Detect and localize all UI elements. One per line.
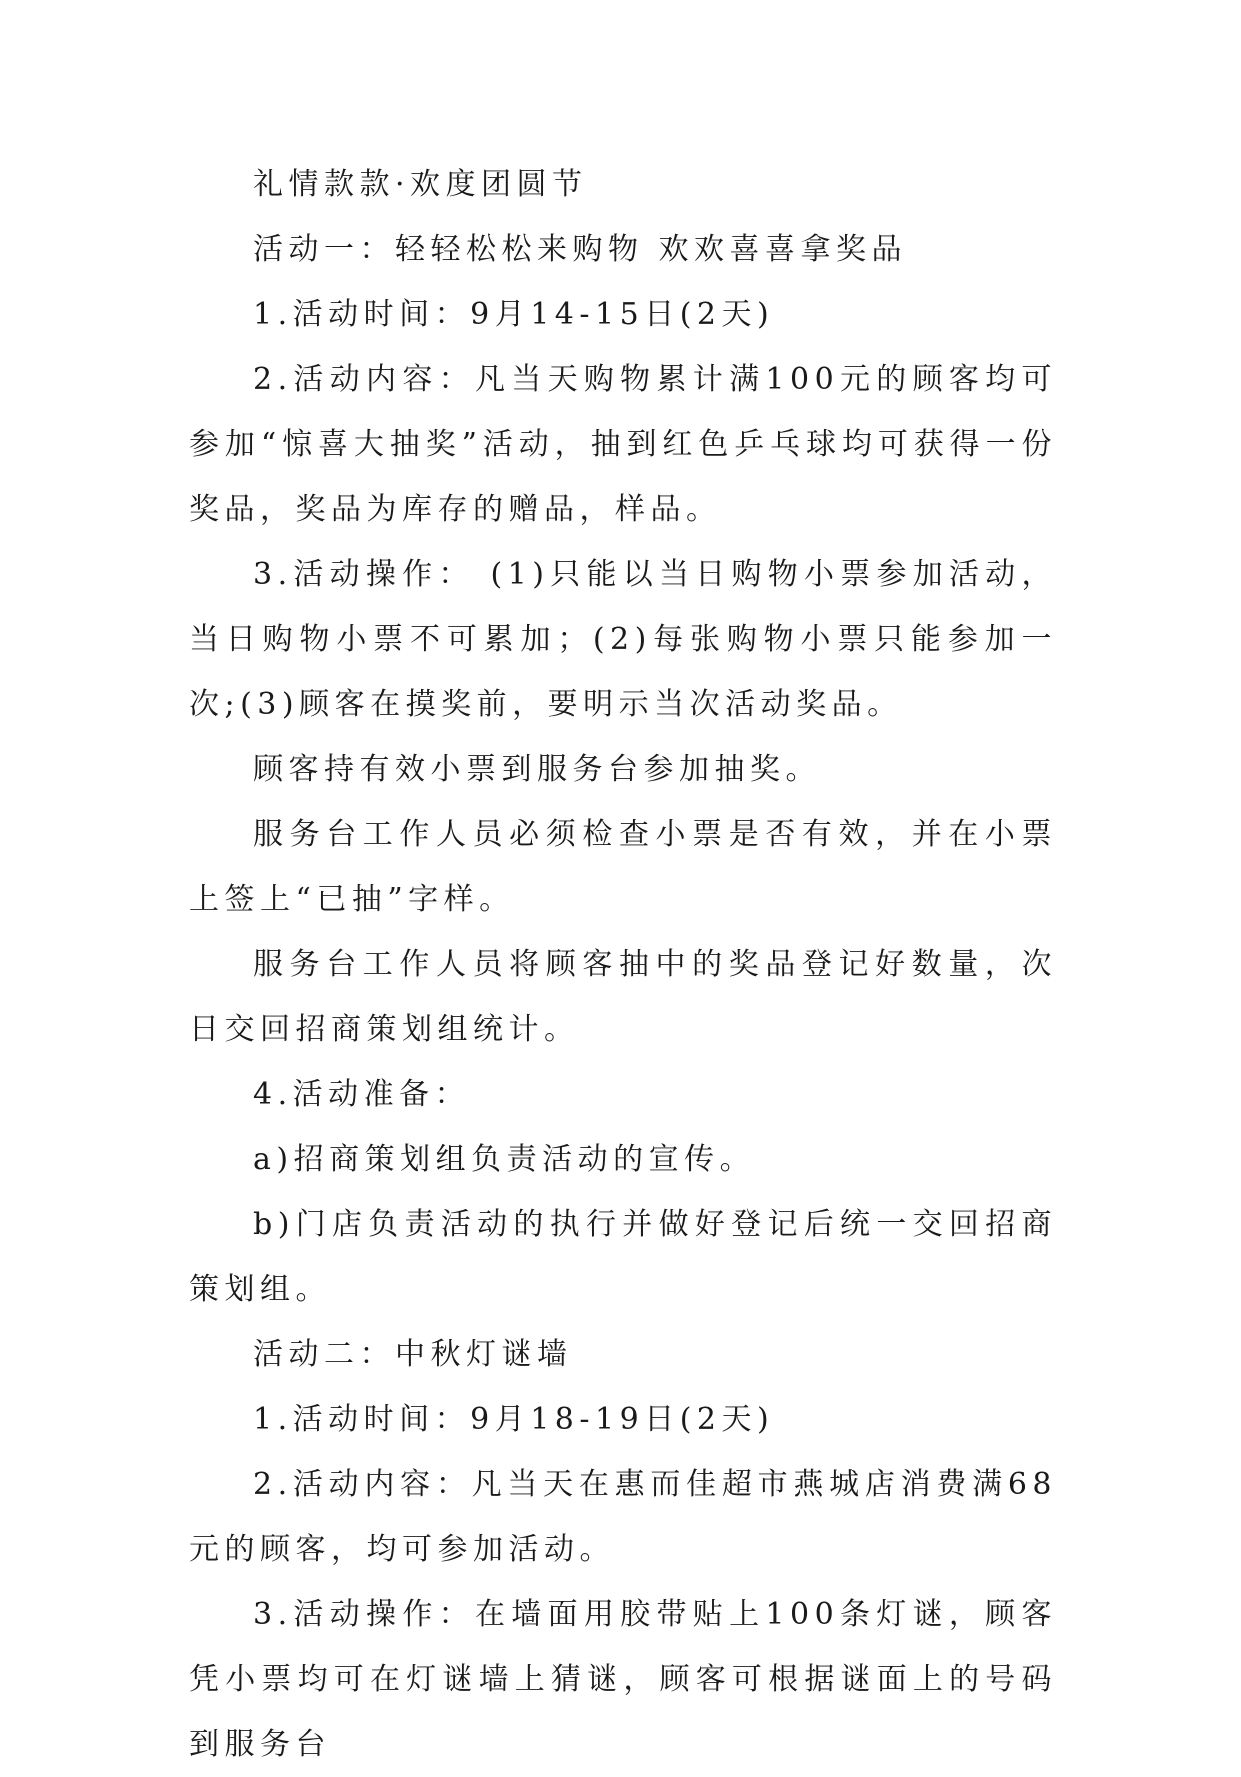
paragraph-preparation-a: a)招商策划组负责活动的宣传。 <box>253 1142 756 1177</box>
paragraph-activity-two-operation: 3.活动操作：在墙面用胶带贴上100条灯谜，顾客凭小票均可在灯谜墙上猜谜，顾客可根据谜面上的号码到服务台 <box>189 1597 1057 1762</box>
section-heading-activity-one: 活动一：轻轻松松来购物 欢欢喜喜拿奖品 <box>253 232 908 267</box>
paragraph-activity-preparation: 4.活动准备： <box>253 1077 471 1112</box>
paragraph-activity-two-time: 1.活动时间：9月18-19日(2天) <box>253 1402 775 1437</box>
paragraph-preparation-b: b)门店负责活动的执行并做好登记后统一交回招商策划组。 <box>189 1207 1057 1307</box>
paragraph-service-desk-register: 服务台工作人员将顾客抽中的奖品登记好数量，次日交回招商策划组统计。 <box>189 947 1057 1047</box>
paragraph-activity-two-content: 2.活动内容：凡当天在惠而佳超市燕城店消费满68元的顾客，均可参加活动。 <box>189 1467 1057 1567</box>
paragraph-activity-one-content: 2.活动内容：凡当天购物累计满100元的顾客均可参加“惊喜大抽奖”活动，抽到红色乒乓球均可获得一份奖品，奖品为库存的赠品，样品。 <box>189 362 1057 527</box>
paragraph-activity-one-operation: 3.活动操作： (1)只能以当日购物小票参加活动，当日购物小票不可累加；(2)每张购物小票只能参加一次;(3)顾客在摸奖前，要明示当次活动奖品。 <box>189 557 1057 722</box>
document-body <box>189 152 1057 1777</box>
paragraph-activity-one-time: 1.活动时间：9月14-15日(2天) <box>253 297 775 332</box>
document-title: 礼情款款·欢度团圆节 <box>253 167 588 202</box>
paragraph-service-desk-check: 服务台工作人员必须检查小票是否有效，并在小票上签上“已抽”字样。 <box>189 817 1057 917</box>
section-heading-activity-two: 活动二：中秋灯谜墙 <box>253 1337 573 1372</box>
paragraph-customer-draw: 顾客持有效小票到服务台参加抽奖。 <box>253 752 821 787</box>
